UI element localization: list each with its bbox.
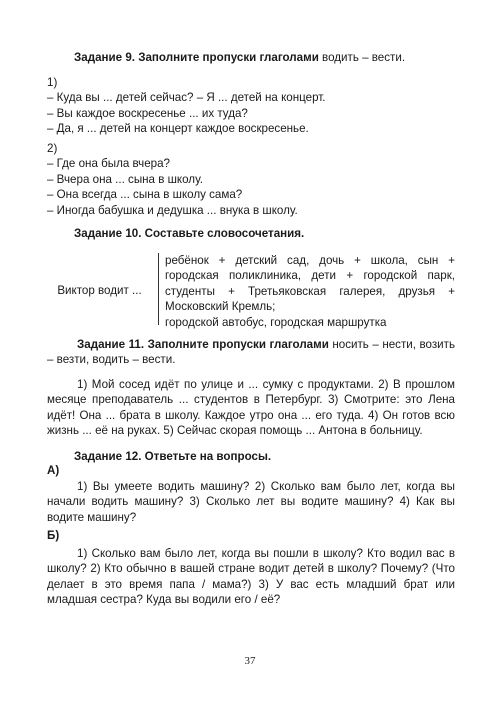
page-number: 37 — [244, 655, 256, 667]
task9-part2-label: 2) — [47, 142, 58, 155]
task9-part1-label: 1) — [47, 76, 58, 89]
task9-heading — [74, 50, 464, 65]
task9-part2 — [47, 141, 455, 218]
dialogue-line: – Вчера она ... сына в школу. — [47, 172, 203, 186]
task9-heading-rest: водить – вести. — [318, 51, 406, 64]
task12-b-text: 1) Сколько вам было лет, когда вы пошли в школу? Кто водил вас в школу? 2) Кто обычно в вашей стране водит детей в школу? Почему? (Что делает в это время папа / мама?) 3) У вас есть младший брат или младшая сестра? Куда вы водили его / её? — [47, 547, 455, 607]
task9-part1 — [47, 75, 455, 137]
task12-a-text: 1) Вы умеете водить машину? 2) Сколько вам было лет, когда вы начали водить машину? 3) Сколько лет вы водите машину? 4) Как вы водите машину? — [47, 480, 455, 524]
task10-divider — [158, 253, 159, 325]
dialogue-line: – Она всегда ... сына в школу сама? — [47, 188, 243, 202]
dialogue-line: – Иногда бабушка и дедушка ... внука в школу. — [47, 203, 298, 217]
task10-right-last: городской автобус, городская маршрутка — [165, 315, 387, 329]
dialogue-line: – Куда вы ... детей сейчас? – Я ... детей на концерт. — [47, 91, 326, 105]
task10-left-cell: Виктор водит ... — [57, 284, 142, 297]
task11-heading — [47, 337, 455, 368]
task12-a-label: А) — [47, 464, 60, 477]
task10-right-main: ребёнок + детский сад, дочь + школа, сын + городская поликлиника, дети + городской парк, студенты + Третьяковская галерея, друзья + Московский Кремль; — [165, 254, 455, 314]
dialogue-line: – Вы каждое воскресенье ... их туда? — [47, 106, 248, 120]
task11-heading-rest: носить – нести, возить – везти, водить – вести. — [47, 338, 455, 367]
task10-heading: Задание 10. Составьте словосочетания. — [74, 227, 305, 240]
dialogue-line: – Да, я ... детей на концерт каждое воскресенье. — [47, 122, 309, 136]
dialogue-line: – Где она была вчера? — [47, 157, 171, 171]
task12-heading: Задание 12. Ответьте на вопросы. — [74, 450, 272, 463]
task11-heading-bold: Задание 11. Заполните пропуски глаголами — [77, 338, 329, 351]
task12-b-label: Б) — [47, 529, 60, 542]
task9-heading-bold: Задание 9. Заполните пропуски глаголами — [74, 51, 319, 64]
task11-text: 1) Мой сосед идёт по улице и ... сумку с продуктами. 2) В прошлом месяце преподаватель ... студентов в Петербург. 3) Смотрите: это Лена идёт! Она ... брата в школу. Каждое утро она ... его туда. 4) Он готов всю жизнь ... её на руках. 5) Сейчас скорая помощь ... Антона в больницу. — [47, 378, 455, 438]
task10-right-cell — [165, 253, 455, 330]
